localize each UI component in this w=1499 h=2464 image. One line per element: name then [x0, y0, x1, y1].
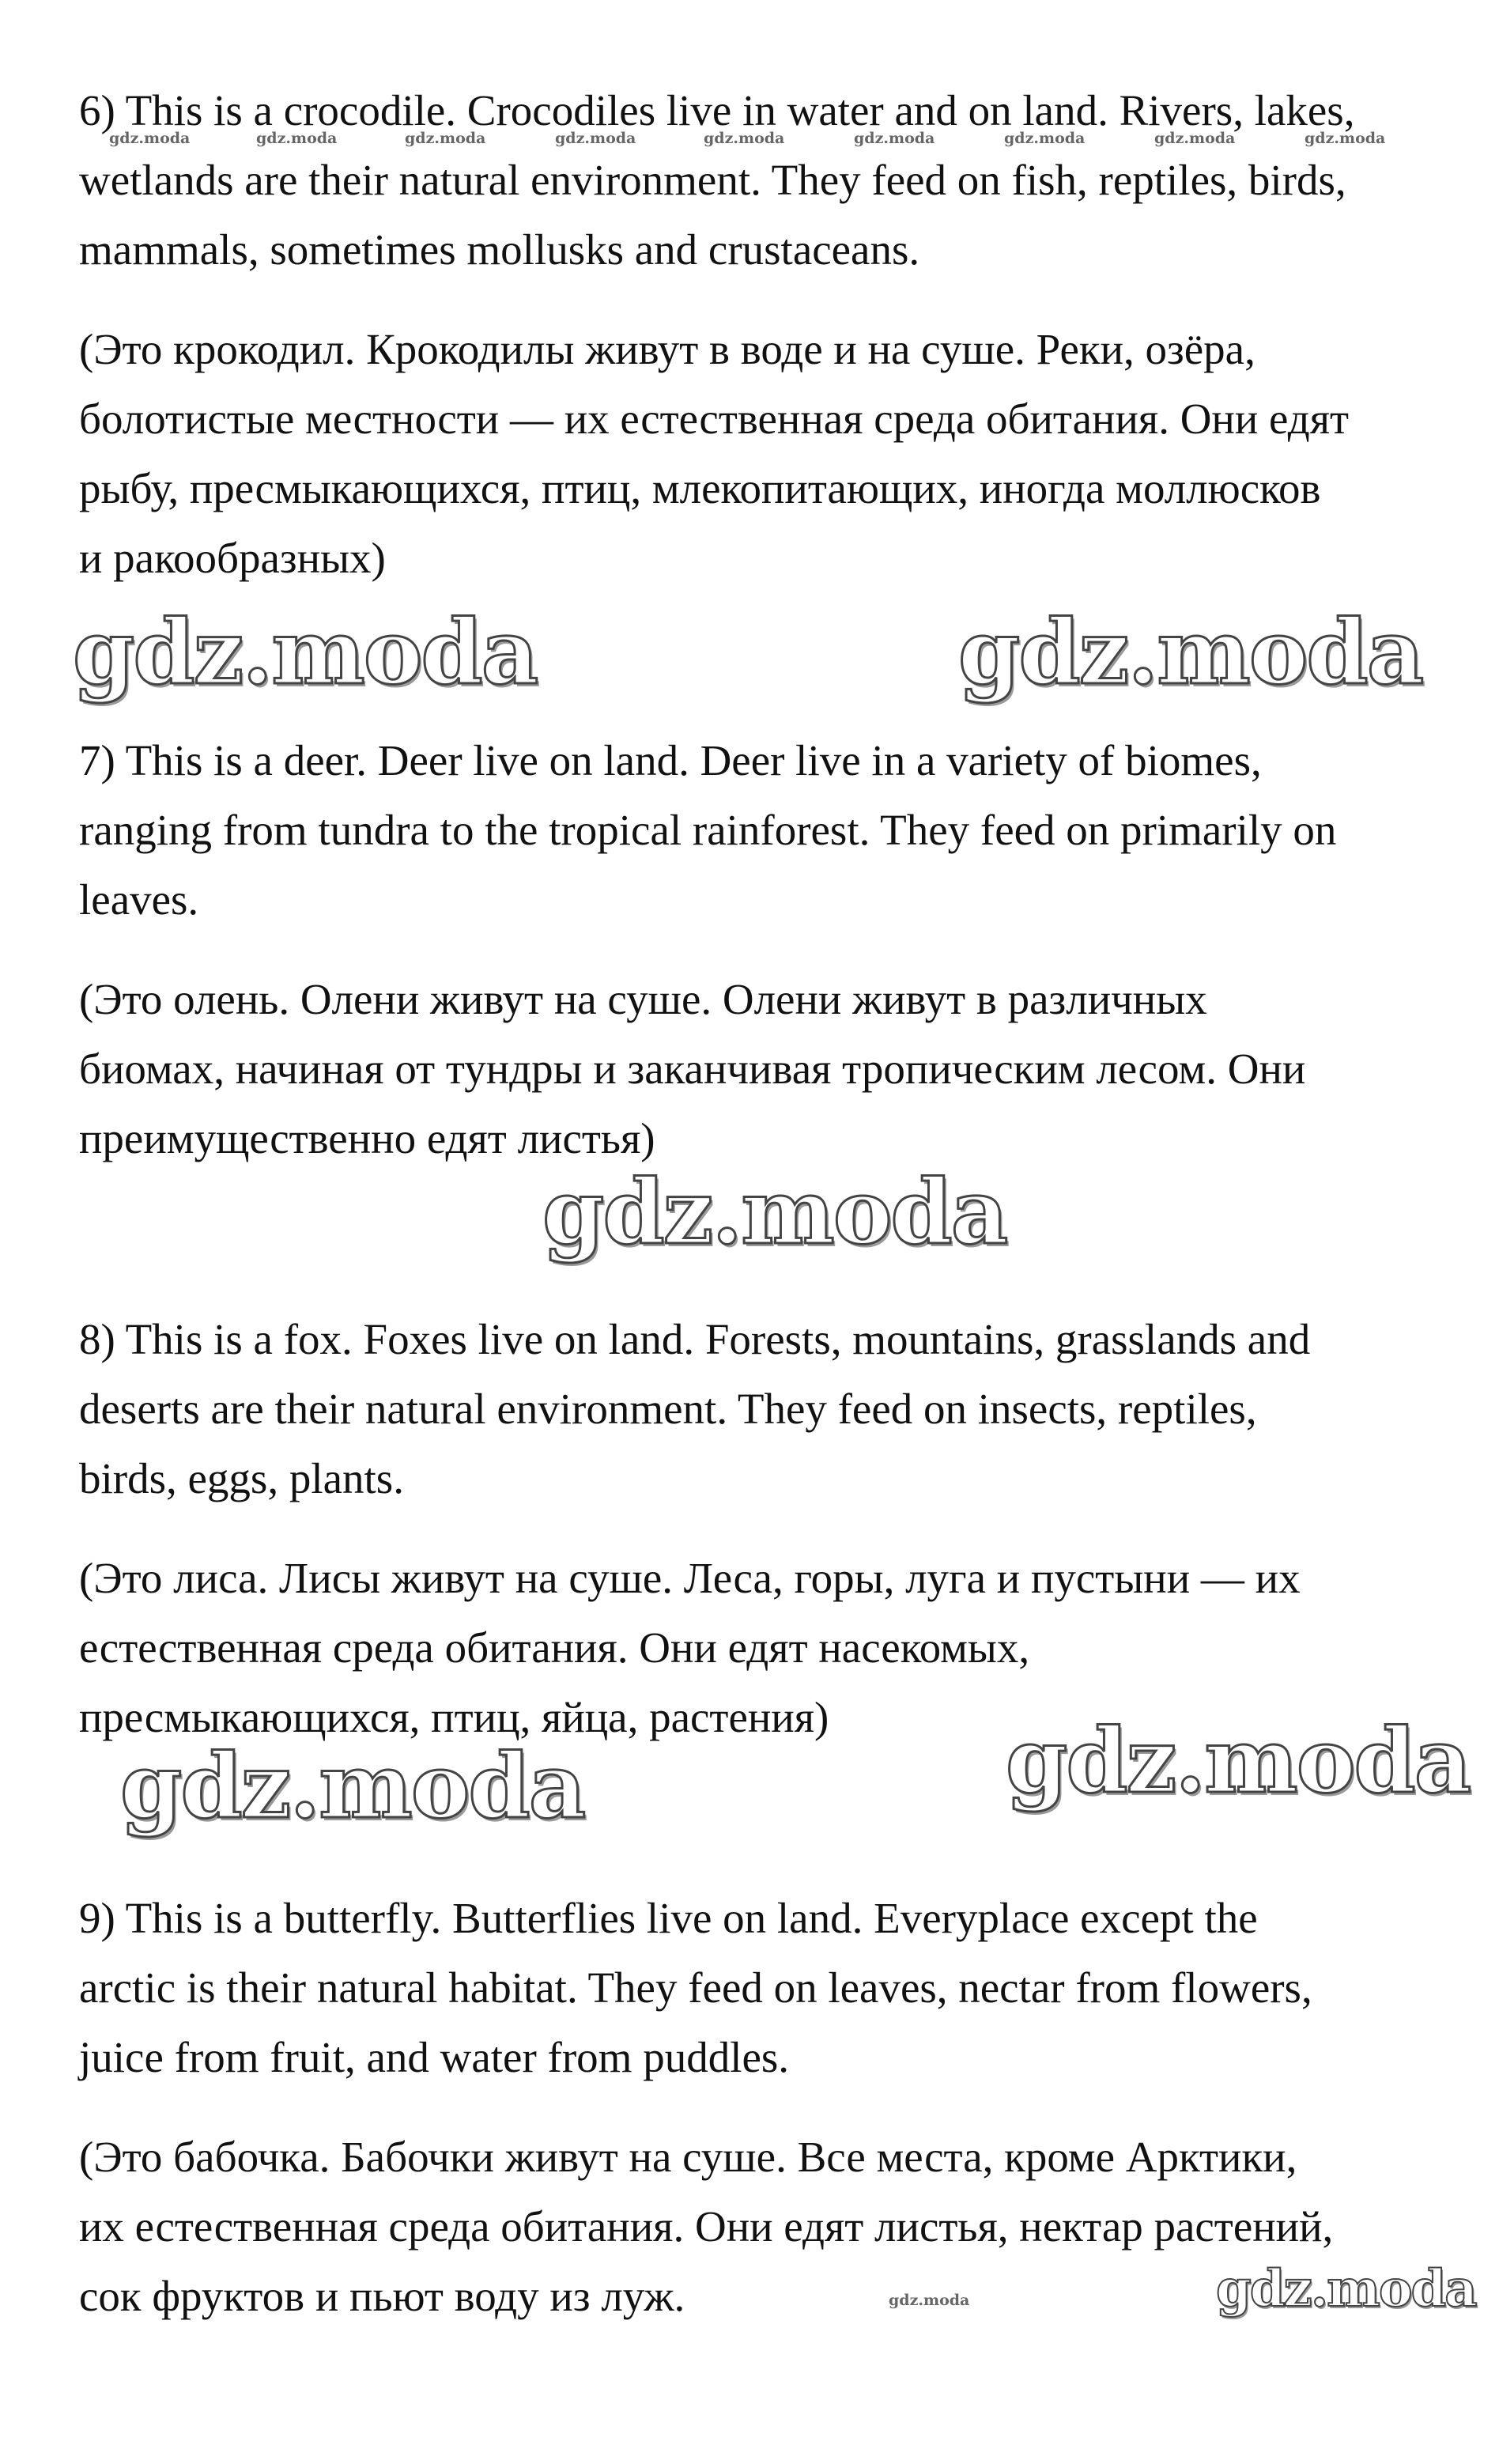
watermark-tiny: gdz.moda — [109, 130, 191, 147]
paragraph-6-russian: (Это крокодил. Крокодилы живут в воде и на суше. Реки, озёра, болотистые местности — их естественная среда обитания. Они едят рыбу, пресмыкающихся, птиц, млекопитающих, иногда моллюсков и ракообразных) — [79, 325, 1350, 582]
watermark-tiny: gdz.moda — [889, 2292, 970, 2309]
watermark-tiny: gdz.moda — [256, 130, 338, 147]
paragraph-8-english: 8) This is a fox. Foxes live on land. Forests, mountains, grasslands and deserts are their natural environment. They feed on insects, reptiles, birds, eggs, plants. — [79, 1315, 1311, 1502]
watermark-large: gdz.moda — [1006, 1710, 1471, 1813]
paragraph-6-english: 6) This is a crocodile. Crocodiles live in water and on land. Rivers, lakes, wetlands are their natural environment. They feed on fish, reptiles, birds, mammals, sometimes mollusks and crustaceans. — [79, 86, 1355, 274]
watermark-tiny: gdz.moda — [1004, 130, 1086, 147]
paragraph-9-english: 9) This is a butterfly. Butterflies live on land. Everyplace except the arctic is their natural habitat. They feed on leaves, nectar from flowers, juice from fruit, and water from puddles. — [79, 1894, 1312, 2081]
watermark-medium: gdz.moda — [1216, 2259, 1476, 2319]
watermark-large: gdz.moda — [958, 601, 1423, 705]
paragraph-7-russian: (Это олень. Олени живут на суше. Олени живут в различных биомах, начиная от тундры и заканчивая тропическим лесом. Они преимущественно едят листья) — [79, 975, 1306, 1162]
watermark-large: gdz.moda — [73, 601, 538, 705]
watermark-tiny: gdz.moda — [1154, 130, 1236, 147]
watermark-tiny: gdz.moda — [555, 130, 636, 147]
watermark-large: gdz.moda — [542, 1161, 1007, 1264]
watermark-tiny: gdz.moda — [1305, 130, 1386, 147]
paragraph-8-russian: (Это лиса. Лисы живут на суше. Леса, горы, луга и пустыни — их естественная среда обитания. Они едят насекомых, пресмыкающихся, птиц, яйца, растения) — [79, 1554, 1301, 1741]
paragraph-7-english: 7) This is a deer. Deer live on land. Deer live in a variety of biomes, ranging from tundra to the tropical rainforest. They feed on primarily on leaves. — [79, 736, 1337, 924]
watermark-large: gdz.moda — [120, 1735, 585, 1839]
watermark-tiny: gdz.moda — [405, 130, 486, 147]
watermark-tiny: gdz.moda — [854, 130, 935, 147]
paragraph-9-russian: (Это бабочка. Бабочки живут на суше. Все места, кроме Арктики, их естественная среда обитания. Они едят листья, нектар растений, сок фруктов и пьют воду из луж. — [79, 2133, 1334, 2320]
watermark-tiny: gdz.moda — [704, 130, 785, 147]
